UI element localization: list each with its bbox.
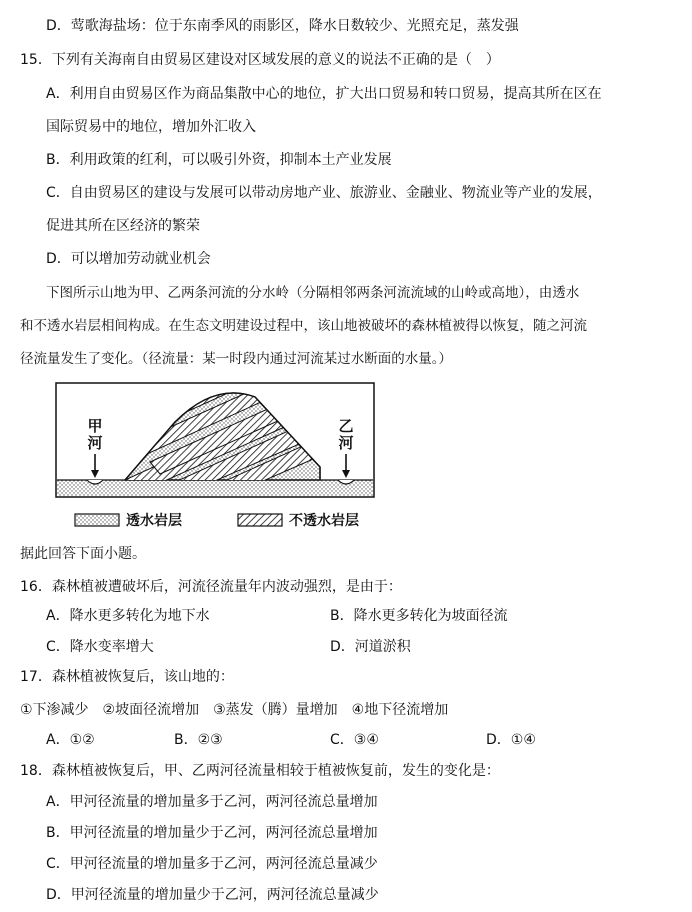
q15-option-c-line1: C．自由贸易区的建设与发展可以带动房地产业、旅游业、金融业、物流业等产业的发展， xyxy=(46,185,602,201)
river-left-label xyxy=(86,418,104,452)
q14-option-d: D．莺歌海盐场：位于东南季风的雨影区，降水日数较少、光照充足，蒸发强 xyxy=(46,18,519,34)
q17-statements: ①下渗减少 ②坡面径流增加 ③蒸发（腾）量增加 ④地下径流增加 xyxy=(20,702,449,718)
legend-permeable-label: 透水岩层 xyxy=(126,513,182,529)
intro-paragraph-line2: 和不透水岩层相间构成。在生态文明建设过程中，该山地被破坏的森林植被得以恢复，随之河流 xyxy=(20,318,587,334)
ground-permeable-layer xyxy=(57,480,373,496)
q15-option-d: D．可以增加劳动就业机会 xyxy=(46,251,211,267)
q16-stem: 16．森林植被遭破坏后，河流径流量年内波动强烈，是由于： xyxy=(20,579,402,595)
legend-permeable-swatch xyxy=(74,513,120,527)
q15-option-b: B．利用政策的红利，可以吸引外资，抑制本土产业发展 xyxy=(46,152,392,168)
watershed-cross-section-diagram xyxy=(55,382,375,522)
q18-option-d: D．甲河径流量的增加量少于乙河，两河径流总量减少 xyxy=(46,887,379,903)
intro-paragraph-line1: 下图所示山地为甲、乙两条河流的分水岭（分隔相邻两条河流流域的山岭或高地），由透水 xyxy=(46,285,580,301)
q16-option-c: C．降水变率增大 xyxy=(46,639,154,655)
q18-stem: 18．森林植被恢复后，甲、乙两河径流量相较于植被恢复前，发生的变化是： xyxy=(20,763,500,779)
q18-option-b: B．甲河径流量的增加量少于乙河，两河径流总量增加 xyxy=(46,825,378,841)
q16-option-d: D．河道淤积 xyxy=(330,639,411,655)
q15-option-c-line2: 促进其所在区经济的繁荣 xyxy=(46,218,200,234)
intro-paragraph-line3: 径流量发生了变化。（径流量：某一时段内通过河流某过水断面的水量。） xyxy=(20,351,452,367)
q17-option-c: C．③④ xyxy=(330,732,379,748)
q16-option-a: A．降水更多转化为地下水 xyxy=(46,608,210,624)
q17-option-a: A．①② xyxy=(46,732,95,748)
q18-option-a: A．甲河径流量的增加量多于乙河，两河径流总量增加 xyxy=(46,794,378,810)
legend-permeable xyxy=(74,510,182,530)
q15-stem: 15．下列有关海南自由贸易区建设对区域发展的意义的说法不正确的是（ ） xyxy=(20,52,500,68)
q15-option-a-line2: 国际贸易中的地位，增加外汇收入 xyxy=(46,119,256,135)
q17-option-b: B．②③ xyxy=(174,732,223,748)
river-right-label-text: 乙河 xyxy=(338,417,354,452)
q17-option-d: D．①④ xyxy=(486,732,536,748)
legend-impermeable-label: 不透水岩层 xyxy=(289,513,359,529)
q17-stem: 17．森林植被恢复后，该山地的： xyxy=(20,669,234,685)
after-figure-prompt: 据此回答下面小题。 xyxy=(20,546,146,562)
legend-impermeable-swatch xyxy=(237,513,283,527)
river-right-label xyxy=(337,418,355,452)
q18-option-c: C．甲河径流量的增加量多于乙河，两河径流总量减少 xyxy=(46,856,378,872)
q16-option-b: B．降水更多转化为坡面径流 xyxy=(330,608,508,624)
river-left-label-text: 甲河 xyxy=(87,417,103,452)
q15-option-a-line1: A．利用自由贸易区作为商品集散中心的地位，扩大出口贸易和转口贸易，提高其所在区在 xyxy=(46,86,602,102)
legend-impermeable xyxy=(237,510,359,530)
